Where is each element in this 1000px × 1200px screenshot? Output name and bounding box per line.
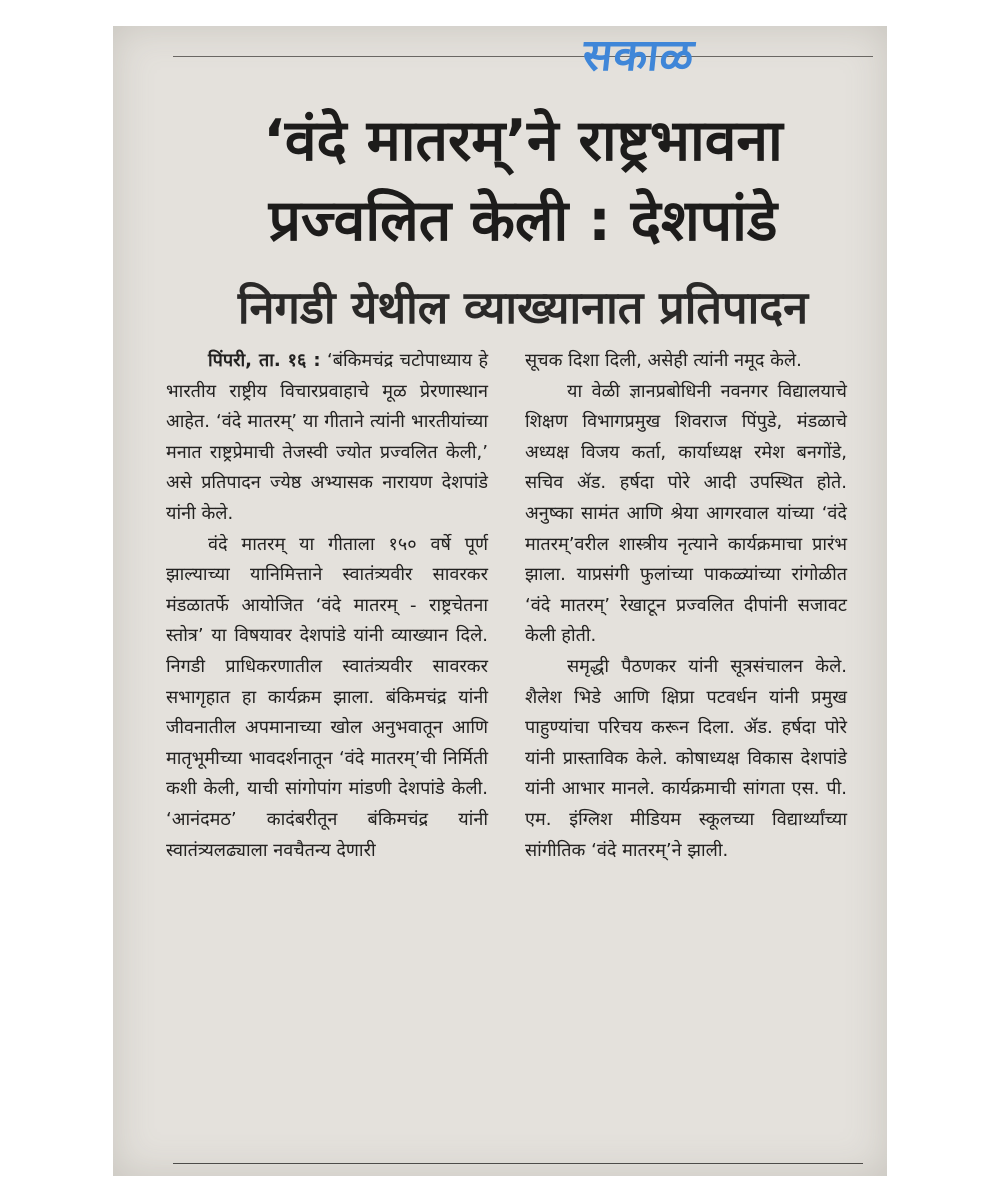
dateline: पिंपरी, ता. १६ : xyxy=(208,350,321,371)
article-paragraph: या वेळी ज्ञानप्रबोधिनी नवनगर विद्यालयाचे शिक्षण विभागप्रमुख शिवराज पिंपुडे, मंडळाचे अध्यक्ष विजय कर्ता, कार्याध्यक्ष रमेश बनगोंडे, सचिव ॲड. हर्षदा पोरे आदी उपस्थित होते. अनुष्का सामंत आणि श्रेया आगरवाल यांच्या ‘वंदे मातरम्’वरील शास्त्रीय नृत्याने कार्यक्रमाचा प्रारंभ झाला. याप्रसंगी फुलांच्या पाकळ्यांच्या रांगोळीत ‘वंदे मातरम्’ रेखाटून प्रज्वलित दीपांनी सजावट केली होती. xyxy=(525,380,847,647)
paragraph-text: ‘बंकिमचंद्र चटोपाध्याय हे भारतीय राष्ट्रीय विचारप्रवाहाचे मूळ प्रेरणास्थान आहेत. ‘वंदे मातरम्’ या गीताने त्यांनी भारतीयांच्या मनात राष्ट्रप्रेमाची तेजस्वी ज्योत प्रज्वलित केली,’ असे प्रतिपादन ज्येष्ठ अभ्यासक नारायण देशपांडे यांनी केले. xyxy=(166,350,488,524)
newspaper-clipping xyxy=(113,26,887,1176)
article-column-left xyxy=(166,346,488,866)
bottom-divider xyxy=(173,1163,863,1164)
subheadline: निगडी येथील व्याख्यानात प्रतिपादन xyxy=(237,281,809,334)
top-divider xyxy=(173,56,873,57)
article-paragraph xyxy=(166,346,488,530)
headline: ‘वंदे मातरम्’ने राष्ट्रभावना प्रज्वलित केली : देशपांडे xyxy=(263,108,783,254)
article-column-right xyxy=(525,346,847,866)
masthead-logo: सकाळ xyxy=(580,30,698,81)
article-paragraph: सूचक दिशा दिली, असेही त्यांनी नमूद केले. xyxy=(525,350,802,371)
article-paragraph: वंदे मातरम् या गीताला १५० वर्षे पूर्ण झाल्याच्या यानिमित्ताने स्वातंत्र्यवीर सावरकर मंडळातर्फे आयोजित ‘वंदे मातरम् - राष्ट्रचेतना स्तोत्र’ या विषयावर देशपांडे यांनी व्याख्यान दिले. निगडी प्राधिकरणातील स्वातंत्र्यवीर सावरकर सभागृहात हा कार्यक्रम झाला. बंकिमचंद्र यांनी जीवनातील अपमानाच्या खोल अनुभवातून आणि मातृभूमीच्या भावदर्शनातून ‘वंदे मातरम्’ची निर्मिती कशी केली, याची सांगोपांग मांडणी देशपांडे केली. ‘आनंदमठ’ कादंबरीतून बंकिमचंद्र यांनी स्वातंत्र्यलढ्याला नवचैतन्य देणारी xyxy=(166,533,488,861)
article-paragraph: समृद्धी पैठणकर यांनी सूत्रसंचालन केले. शैलेश भिडे आणि क्षिप्रा पटवर्धन यांनी प्रमुख पाहुण्यांचा परिचय करून दिला. ॲड. हर्षदा पोरे यांनी प्रास्ताविक केले. कोषाध्यक्ष विकास देशपांडे यांनी आभार मानले. कार्यक्रमाची सांगता एस. पी. एम. इंग्लिश मीडियम स्कूलच्या विद्यार्थ्यांच्या सांगीतिक ‘वंदे मातरम्’ने झाली. xyxy=(525,655,847,861)
